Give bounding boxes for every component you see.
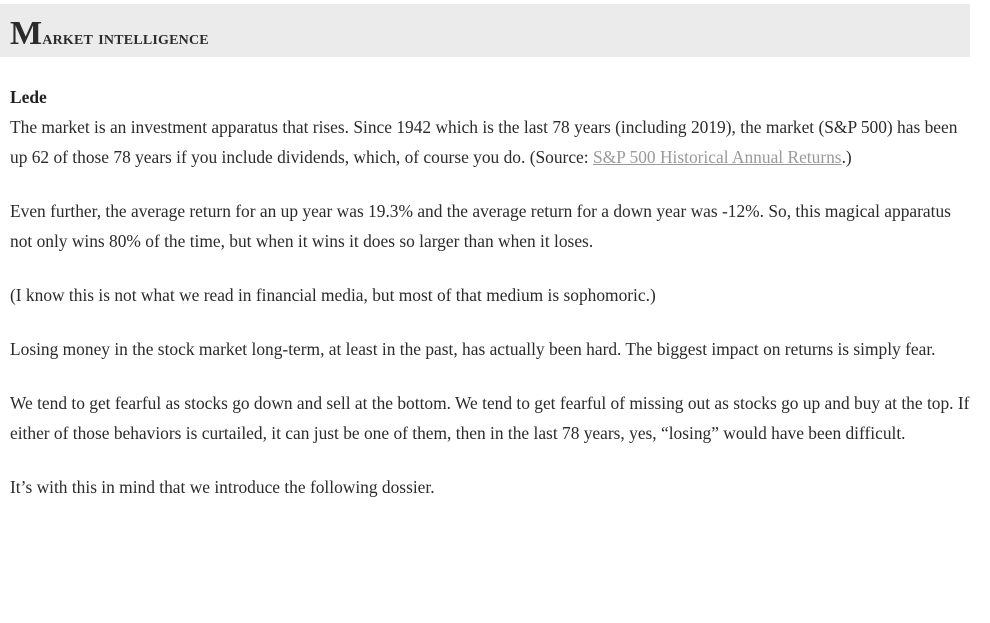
header-bar (0, 4, 970, 57)
page-title (10, 15, 209, 57)
paragraph-4: Losing money in the stock market long-term, at least in the past, has actually been hard. The biggest impact on returns is simply fear. (10, 339, 936, 359)
paragraph-3: (I know this is not what we read in financial media, but most of that medium is sophomoric.) (10, 285, 656, 305)
page-title-initial: M (10, 15, 43, 52)
paragraph-2: Even further, the average return for an up year was 19.3% and the average return for a down year was -12%. So, this magical apparatus not only wins 80% of the time, but when it wins it does so larger than when it loses. (10, 201, 951, 251)
paragraph-1-tail: .) (841, 147, 852, 167)
section-heading-lede: Lede (10, 87, 47, 107)
paragraph-5: We tend to get fearful as stocks go down and sell at the bottom. We tend to get fearful of missing out as stocks go up and buy at the top. If either of those behaviors is curtailed, it can just be one of them, then in the last 78 years, yes, “losing” would have been difficult. (10, 393, 970, 443)
article-body (10, 82, 972, 526)
paragraph-1-text: The market is an investment apparatus that rises. Since 1942 which is the last 78 years (including 2019), the market (S&P 500) has been up 62 of those 78 years if you include dividends, which, of course you do. (Source: (10, 117, 958, 167)
paragraph-6: It’s with this in mind that we introduce the following dossier. (10, 477, 435, 497)
page-title-rest: arket intelligence (42, 27, 209, 49)
paragraph-1 (10, 112, 972, 172)
source-link-sp500-returns[interactable]: S&P 500 Historical Annual Returns (592, 147, 842, 167)
